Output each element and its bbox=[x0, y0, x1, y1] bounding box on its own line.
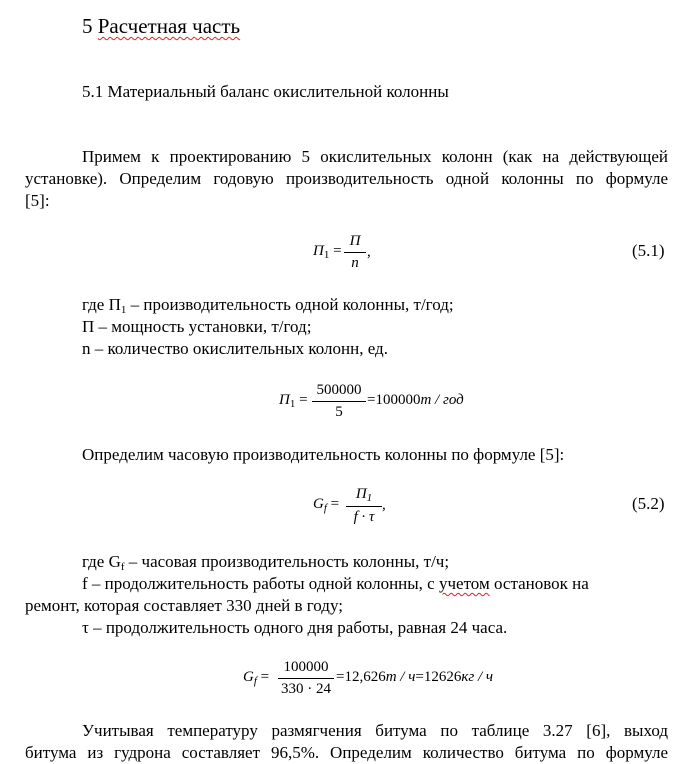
calc1-denominator: 5 bbox=[335, 404, 343, 420]
where2-line3: ремонт, которая составляет 330 дней в году; bbox=[25, 596, 343, 615]
para3-line2: битума из гудрона составляет 96,5%. Определим количество битума по формуле bbox=[25, 743, 668, 762]
para2: Определим часовую производительность колонны по формуле [5]: bbox=[82, 445, 565, 464]
subsection-heading: 5.1 Материальный баланс окислительной колонны bbox=[82, 82, 449, 101]
calc2-denominator: 330 · 24 bbox=[281, 681, 331, 697]
eq2-lhs: $G_f$ = bbox=[313, 496, 340, 514]
eq2-fraction bbox=[346, 486, 382, 526]
where1-line2: П – мощность установки, т/год; bbox=[82, 317, 312, 336]
eq1-comma: , bbox=[367, 244, 371, 260]
para1-line2: установке). Определим годовую производительность одной колонны по формуле bbox=[25, 169, 668, 188]
section-title: Расчетная часть bbox=[97, 14, 241, 38]
calc1-lhs: $П_1$ = bbox=[279, 392, 308, 410]
eq2-number: (5.2) bbox=[632, 494, 665, 513]
eq1-numerator: П bbox=[349, 233, 361, 249]
eq1-number: (5.1) bbox=[632, 241, 665, 260]
where2-line4: τ – продолжительность одного дня работы, равная 24 часа. bbox=[82, 618, 508, 637]
calc1-result: =100000т / год bbox=[367, 392, 464, 408]
eq2-numerator: $П_1$ bbox=[355, 486, 373, 504]
para3-line1: Учитывая температуру размягчения битума по таблице 3.27 [6], выход bbox=[82, 721, 668, 740]
where2-line2: f – продолжительность работы одной колонны, с учетом остановок на bbox=[82, 574, 589, 593]
para1-line3: [5]: bbox=[25, 191, 50, 210]
calc1-numerator: 500000 bbox=[316, 382, 362, 398]
eq1-denominator: n bbox=[351, 255, 359, 271]
eq2-comma: , bbox=[382, 497, 386, 513]
calc2-numerator: 100000 bbox=[283, 659, 329, 675]
calc2-result: =12,626т / ч=12626кг / ч bbox=[336, 669, 494, 685]
eq2-denominator: f · τ bbox=[353, 509, 375, 525]
where1-line1: где $П_1$ – производительность одной колонны, т/год; bbox=[82, 295, 454, 316]
section-number: 5 bbox=[82, 14, 93, 38]
eq1-fraction bbox=[344, 233, 366, 272]
calc1-fraction bbox=[312, 382, 366, 421]
section-heading bbox=[82, 14, 240, 39]
para1-line1: Примем к проектированию 5 окислительных колонн (как на действующей bbox=[82, 147, 668, 166]
where2-line1: где $G_f$ – часовая производительность колонны, т/ч; bbox=[82, 552, 450, 573]
where1-line3: n – количество окислительных колонн, ед. bbox=[82, 339, 388, 358]
eq1-lhs: $П_1$ = bbox=[313, 243, 342, 261]
calc2-lhs: $G_f$ = bbox=[243, 669, 270, 687]
calc2-fraction bbox=[278, 659, 334, 698]
